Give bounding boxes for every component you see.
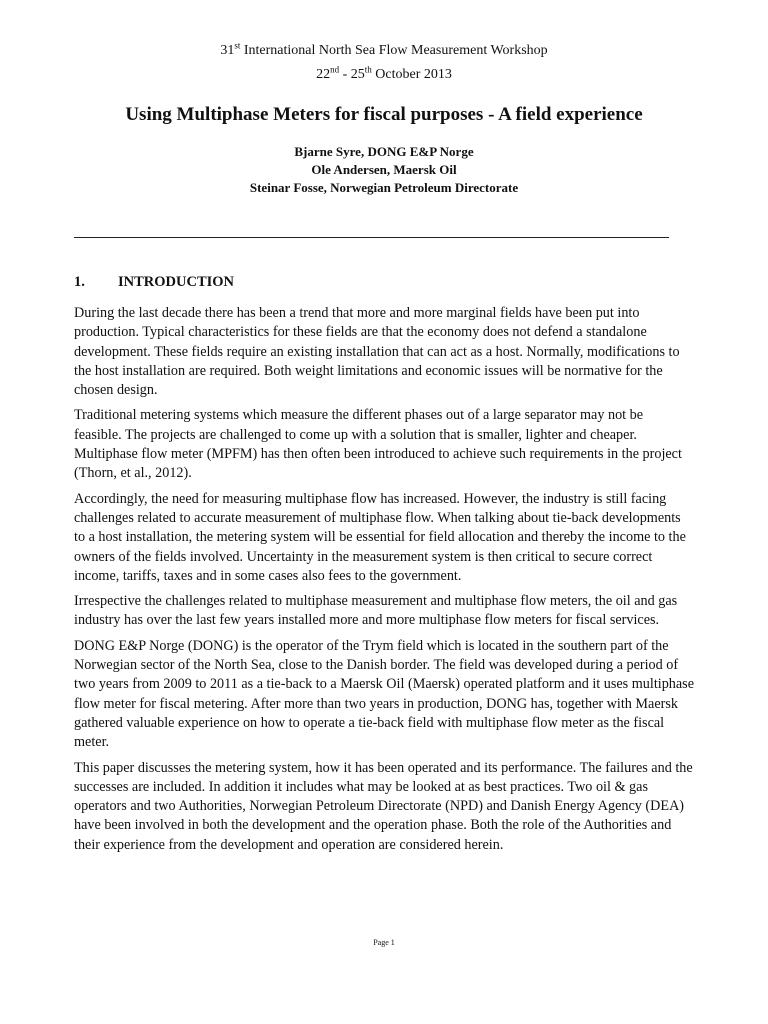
conference-name: [0, 42, 768, 60]
author-line: Steinar Fosse, Norwegian Petroleum Directorate: [249, 180, 519, 195]
body-text: [74, 304, 694, 861]
page-number: Page 1: [373, 938, 395, 947]
conference-ordinal: 31: [220, 43, 235, 58]
author-line: Ole Andersen, Maersk Oil: [311, 162, 457, 177]
date-start: 22: [316, 67, 331, 82]
paragraph: DONG E&P Norge (DONG) is the operator of the Trym field which is located in the southern part of the Norwegian sector of the North Sea, close to the Danish border. The field was developed during a period of two years from 2009 to 2011 as a tie-back to a Maersk Oil (Maersk) operated platform and it uses multiphase flow meter for fiscal metering. After more than two years in production, DONG has, together with Maersk gathered valuable experience on how to operate a tie-back field with multiphase flow meter as the fiscal meter.: [74, 637, 695, 751]
paragraph: Accordingly, the need for measuring multiphase flow has increased. However, the industry is still facing challenges related to accurate measurement of multiphase flow. When talking about tie-back developments to a host installation, the metering system will be essential for field allocation and thereby the income to the owners of the fields involved. Uncertainty in the measurement system is then critical to secure correct income, tariffs, taxes and in some cases also fees to the government.: [74, 490, 686, 584]
horizontal-divider: [74, 237, 669, 238]
paragraph: Traditional metering systems which measure the different phases out of a large separator may not be feasible. The projects are challenged to come up with a solution that is smaller, lighter and cheaper. Multiphase flow meter (MPFM) has then often been introduced to achieve such requirements in the project (Thorn, et al., 2012).: [74, 407, 682, 482]
paragraph: This paper discusses the metering system, how it has been operated and its performance. The failures and the successes are included. In addition it includes what may be looked at as best practices. Two oil & gas operators and two Authorities, Norwegian Petroleum Directorate (NPD) and Danish Energy Agency (DEA) have been involved in both the development and the operation phase. Both the role of the Authorities and their experience from the development and operation are considered herein.: [74, 759, 693, 853]
date-end-suffix: th: [364, 64, 372, 75]
date-start-suffix: nd: [330, 64, 340, 75]
paper-title: Using Multiphase Meters for fiscal purposes - A field experience: [125, 104, 643, 125]
section-title: INTRODUCTION: [118, 274, 235, 290]
section-number: 1.: [74, 274, 85, 290]
paragraph: During the last decade there has been a trend that more and more marginal fields have been put into production. Typical characteristics for these fields are that the economy does not defend a standalone development. These fields require an existing installation that can act as a host. Normally, modifications to the host installation are required. Both weight limitations and economic issues will be normative for the chosen design.: [74, 305, 680, 399]
paragraph: Irrespective the challenges related to multiphase measurement and multiphase flow meters, the oil and gas industry has over the last few years installed more and more multiphase flow meters for fiscal services.: [74, 593, 678, 629]
conference-ordinal-suffix: st: [234, 40, 241, 51]
conference-dates: [0, 66, 768, 84]
date-end: - 25: [339, 67, 365, 82]
conference-title: International North Sea Flow Measurement Workshop: [240, 43, 548, 58]
section-heading: [74, 273, 234, 291]
author-line: Bjarne Syre, DONG E&P Norge: [294, 144, 474, 159]
date-month-year: October 2013: [371, 67, 452, 82]
